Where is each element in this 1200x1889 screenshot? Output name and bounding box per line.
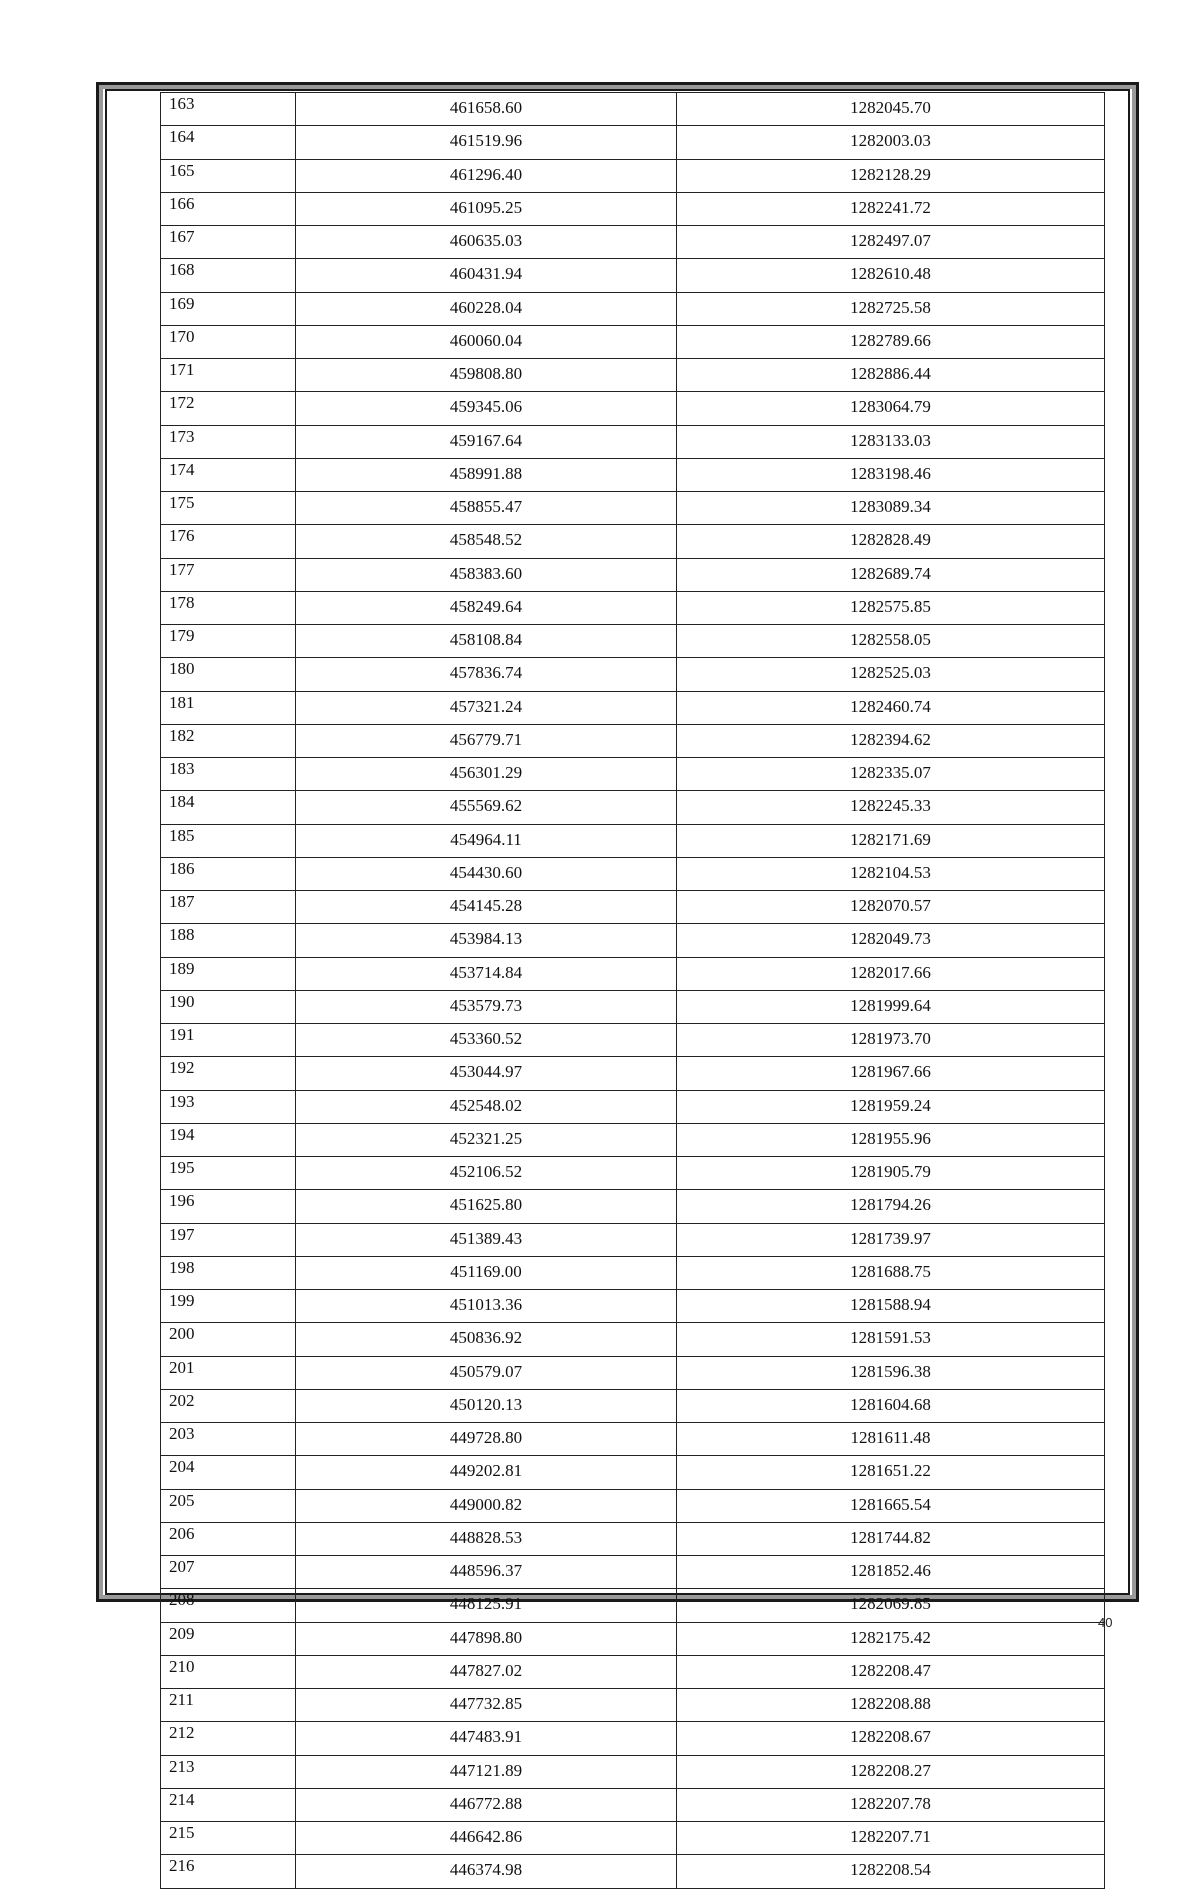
point-number-cell: 182 [161,724,296,757]
x-coordinate-cell: 456301.29 [296,758,677,791]
x-coordinate-cell: 460060.04 [296,325,677,358]
point-number-cell: 164 [161,126,296,159]
table-row [161,1223,1105,1256]
x-coordinate-cell: 453714.84 [296,957,677,990]
point-number-cell: 210 [161,1655,296,1688]
point-number-cell: 188 [161,924,296,957]
table-row [161,1123,1105,1156]
table-row [161,990,1105,1023]
table-row [161,1389,1105,1422]
table-row [161,1423,1105,1456]
x-coordinate-cell: 446642.86 [296,1822,677,1855]
y-coordinate-cell: 1282208.67 [677,1722,1105,1755]
x-coordinate-cell: 455569.62 [296,791,677,824]
y-coordinate-cell: 1282175.42 [677,1622,1105,1655]
x-coordinate-cell: 459808.80 [296,359,677,392]
point-number-cell: 214 [161,1788,296,1821]
y-coordinate-cell: 1281588.94 [677,1290,1105,1323]
x-coordinate-cell: 449728.80 [296,1423,677,1456]
table-row [161,924,1105,957]
y-coordinate-cell: 1282575.85 [677,591,1105,624]
x-coordinate-cell: 459345.06 [296,392,677,425]
x-coordinate-cell: 446772.88 [296,1788,677,1821]
table-row [161,1290,1105,1323]
point-number-cell: 209 [161,1622,296,1655]
table-row [161,1157,1105,1190]
x-coordinate-cell: 461296.40 [296,159,677,192]
point-number-cell: 215 [161,1822,296,1855]
table-row [161,1456,1105,1489]
x-coordinate-cell: 461095.25 [296,192,677,225]
table-row [161,1356,1105,1389]
y-coordinate-cell: 1281852.46 [677,1556,1105,1589]
x-coordinate-cell: 458108.84 [296,625,677,658]
table-row [161,1090,1105,1123]
x-coordinate-cell: 453360.52 [296,1024,677,1057]
table-row [161,1822,1105,1855]
x-coordinate-cell: 447827.02 [296,1655,677,1688]
table-row [161,126,1105,159]
point-number-cell: 185 [161,824,296,857]
table-row [161,591,1105,624]
point-number-cell: 191 [161,1024,296,1057]
table-row [161,957,1105,990]
y-coordinate-cell: 1282208.47 [677,1655,1105,1688]
point-number-cell: 201 [161,1356,296,1389]
table-row [161,1755,1105,1788]
x-coordinate-cell: 448596.37 [296,1556,677,1589]
x-coordinate-cell: 450836.92 [296,1323,677,1356]
y-coordinate-cell: 1282335.07 [677,758,1105,791]
x-coordinate-cell: 453044.97 [296,1057,677,1090]
table-row [161,758,1105,791]
y-coordinate-cell: 1282689.74 [677,558,1105,591]
x-coordinate-cell: 453984.13 [296,924,677,957]
point-number-cell: 212 [161,1722,296,1755]
x-coordinate-cell: 452321.25 [296,1123,677,1156]
table-row [161,1788,1105,1821]
x-coordinate-cell: 453579.73 [296,990,677,1023]
y-coordinate-cell: 1281591.53 [677,1323,1105,1356]
y-coordinate-cell: 1281967.66 [677,1057,1105,1090]
point-number-cell: 184 [161,791,296,824]
x-coordinate-cell: 461519.96 [296,126,677,159]
table-row [161,425,1105,458]
y-coordinate-cell: 1281744.82 [677,1522,1105,1555]
y-coordinate-cell: 1282207.71 [677,1822,1105,1855]
point-number-cell: 163 [161,93,296,126]
y-coordinate-cell: 1282049.73 [677,924,1105,957]
table-row [161,625,1105,658]
x-coordinate-cell: 452548.02 [296,1090,677,1123]
table-row [161,525,1105,558]
y-coordinate-cell: 1282245.33 [677,791,1105,824]
point-number-cell: 198 [161,1256,296,1289]
table-row [161,1256,1105,1289]
table-row [161,1556,1105,1589]
y-coordinate-cell: 1281905.79 [677,1157,1105,1190]
y-coordinate-cell: 1281999.64 [677,990,1105,1023]
table-row [161,259,1105,292]
y-coordinate-cell: 1281794.26 [677,1190,1105,1223]
x-coordinate-cell: 447898.80 [296,1622,677,1655]
x-coordinate-cell: 450120.13 [296,1389,677,1422]
y-coordinate-cell: 1282208.54 [677,1855,1105,1888]
point-number-cell: 178 [161,591,296,624]
y-coordinate-cell: 1282460.74 [677,691,1105,724]
table-row [161,1489,1105,1522]
x-coordinate-cell: 458249.64 [296,591,677,624]
point-number-cell: 180 [161,658,296,691]
point-number-cell: 192 [161,1057,296,1090]
y-coordinate-cell: 1283064.79 [677,392,1105,425]
point-number-cell: 177 [161,558,296,591]
point-number-cell: 172 [161,392,296,425]
y-coordinate-cell: 1281739.97 [677,1223,1105,1256]
table-row [161,658,1105,691]
point-number-cell: 193 [161,1090,296,1123]
point-number-cell: 187 [161,891,296,924]
x-coordinate-cell: 457836.74 [296,658,677,691]
table-row [161,691,1105,724]
x-coordinate-cell: 454430.60 [296,857,677,890]
y-coordinate-cell: 1282241.72 [677,192,1105,225]
table-row [161,857,1105,890]
table-row [161,292,1105,325]
y-coordinate-cell: 1281604.68 [677,1389,1105,1422]
table-row [161,1522,1105,1555]
point-number-cell: 213 [161,1755,296,1788]
table-row [161,458,1105,491]
y-coordinate-cell: 1282497.07 [677,226,1105,259]
point-number-cell: 189 [161,957,296,990]
y-coordinate-cell: 1282208.27 [677,1755,1105,1788]
table-row [161,824,1105,857]
y-coordinate-cell: 1282171.69 [677,824,1105,857]
y-coordinate-cell: 1282104.53 [677,857,1105,890]
x-coordinate-cell: 451013.36 [296,1290,677,1323]
y-coordinate-cell: 1281955.96 [677,1123,1105,1156]
point-number-cell: 216 [161,1855,296,1888]
y-coordinate-cell: 1282610.48 [677,259,1105,292]
point-number-cell: 169 [161,292,296,325]
table-row [161,325,1105,358]
x-coordinate-cell: 459167.64 [296,425,677,458]
point-number-cell: 194 [161,1123,296,1156]
table-row [161,891,1105,924]
x-coordinate-cell: 447732.85 [296,1689,677,1722]
x-coordinate-cell: 447483.91 [296,1722,677,1755]
point-number-cell: 195 [161,1157,296,1190]
table-row [161,1722,1105,1755]
point-number-cell: 176 [161,525,296,558]
x-coordinate-cell: 451625.80 [296,1190,677,1223]
y-coordinate-cell: 1282886.44 [677,359,1105,392]
point-number-cell: 206 [161,1522,296,1555]
table-row [161,359,1105,392]
x-coordinate-cell: 448828.53 [296,1522,677,1555]
point-number-cell: 200 [161,1323,296,1356]
table-row [161,1622,1105,1655]
table-row [161,791,1105,824]
x-coordinate-cell: 451389.43 [296,1223,677,1256]
x-coordinate-cell: 447121.89 [296,1755,677,1788]
y-coordinate-cell: 1282789.66 [677,325,1105,358]
point-number-cell: 175 [161,492,296,525]
y-coordinate-cell: 1282070.57 [677,891,1105,924]
table-row [161,558,1105,591]
point-number-cell: 196 [161,1190,296,1223]
x-coordinate-cell: 450579.07 [296,1356,677,1389]
x-coordinate-cell: 456779.71 [296,724,677,757]
coordinates-table-body [161,93,1105,1889]
table-row [161,1024,1105,1057]
y-coordinate-cell: 1282069.85 [677,1589,1105,1622]
y-coordinate-cell: 1282045.70 [677,93,1105,126]
point-number-cell: 202 [161,1389,296,1422]
table-row [161,724,1105,757]
coordinates-table [160,92,1105,1889]
table-row [161,226,1105,259]
point-number-cell: 190 [161,990,296,1023]
y-coordinate-cell: 1283089.34 [677,492,1105,525]
point-number-cell: 166 [161,192,296,225]
table-row [161,1057,1105,1090]
table-row [161,192,1105,225]
table-row [161,1689,1105,1722]
x-coordinate-cell: 451169.00 [296,1256,677,1289]
page-number: 40 [1098,1615,1113,1630]
y-coordinate-cell: 1282207.78 [677,1788,1105,1821]
y-coordinate-cell: 1282394.62 [677,724,1105,757]
y-coordinate-cell: 1282128.29 [677,159,1105,192]
point-number-cell: 199 [161,1290,296,1323]
x-coordinate-cell: 458383.60 [296,558,677,591]
table-row [161,1589,1105,1622]
x-coordinate-cell: 458855.47 [296,492,677,525]
point-number-cell: 203 [161,1423,296,1456]
x-coordinate-cell: 448125.91 [296,1589,677,1622]
y-coordinate-cell: 1281959.24 [677,1090,1105,1123]
x-coordinate-cell: 460635.03 [296,226,677,259]
y-coordinate-cell: 1281973.70 [677,1024,1105,1057]
point-number-cell: 207 [161,1556,296,1589]
point-number-cell: 171 [161,359,296,392]
y-coordinate-cell: 1281651.22 [677,1456,1105,1489]
point-number-cell: 204 [161,1456,296,1489]
x-coordinate-cell: 454964.11 [296,824,677,857]
point-number-cell: 165 [161,159,296,192]
y-coordinate-cell: 1282017.66 [677,957,1105,990]
y-coordinate-cell: 1281688.75 [677,1256,1105,1289]
point-number-cell: 197 [161,1223,296,1256]
point-number-cell: 205 [161,1489,296,1522]
x-coordinate-cell: 446374.98 [296,1855,677,1888]
table-row [161,93,1105,126]
point-number-cell: 173 [161,425,296,458]
x-coordinate-cell: 457321.24 [296,691,677,724]
x-coordinate-cell: 460228.04 [296,292,677,325]
point-number-cell: 167 [161,226,296,259]
x-coordinate-cell: 449202.81 [296,1456,677,1489]
point-number-cell: 168 [161,259,296,292]
x-coordinate-cell: 454145.28 [296,891,677,924]
y-coordinate-cell: 1281665.54 [677,1489,1105,1522]
y-coordinate-cell: 1282003.03 [677,126,1105,159]
point-number-cell: 211 [161,1689,296,1722]
point-number-cell: 208 [161,1589,296,1622]
x-coordinate-cell: 460431.94 [296,259,677,292]
x-coordinate-cell: 449000.82 [296,1489,677,1522]
y-coordinate-cell: 1282558.05 [677,625,1105,658]
point-number-cell: 170 [161,325,296,358]
table-row [161,1323,1105,1356]
y-coordinate-cell: 1282828.49 [677,525,1105,558]
point-number-cell: 186 [161,857,296,890]
y-coordinate-cell: 1283133.03 [677,425,1105,458]
point-number-cell: 174 [161,458,296,491]
y-coordinate-cell: 1281611.48 [677,1423,1105,1456]
y-coordinate-cell: 1283198.46 [677,458,1105,491]
y-coordinate-cell: 1282725.58 [677,292,1105,325]
table-row [161,1190,1105,1223]
table-row [161,392,1105,425]
x-coordinate-cell: 458548.52 [296,525,677,558]
table-row [161,492,1105,525]
x-coordinate-cell: 461658.60 [296,93,677,126]
x-coordinate-cell: 458991.88 [296,458,677,491]
point-number-cell: 179 [161,625,296,658]
y-coordinate-cell: 1282525.03 [677,658,1105,691]
table-row [161,159,1105,192]
y-coordinate-cell: 1281596.38 [677,1356,1105,1389]
point-number-cell: 183 [161,758,296,791]
point-number-cell: 181 [161,691,296,724]
table-row [161,1655,1105,1688]
table-row [161,1855,1105,1888]
x-coordinate-cell: 452106.52 [296,1157,677,1190]
y-coordinate-cell: 1282208.88 [677,1689,1105,1722]
